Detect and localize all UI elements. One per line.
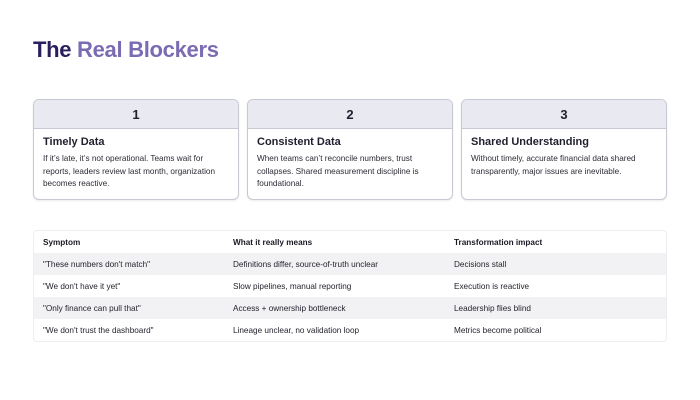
symptom-table	[33, 230, 667, 342]
column-header-impact: Transformation impact	[454, 237, 543, 247]
impact-cell: Metrics become political	[454, 325, 542, 335]
card-body: Without timely, accurate financial data shared transparently, major issues are inevitable.	[471, 154, 636, 176]
page-title-part2: Real Blockers	[77, 37, 219, 62]
impact-cell: Execution is reactive	[454, 281, 530, 291]
meaning-cell: Definitions differ, source-of-truth unclear	[233, 259, 379, 269]
column-header-meaning: What it really means	[233, 237, 313, 247]
card-body: When teams can’t reconcile numbers, trust collapses. Shared measurement discipline is foundational.	[257, 154, 419, 188]
blocker-card-3	[461, 99, 667, 200]
card-heading: Shared Understanding	[471, 136, 589, 148]
card-heading: Timely Data	[43, 136, 105, 148]
symptom-cell: "We don't have it yet"	[43, 281, 121, 291]
page-title	[33, 37, 219, 63]
column-header-symptom: Symptom	[43, 237, 81, 247]
blocker-card-1	[33, 99, 239, 200]
table-row	[34, 297, 666, 319]
impact-cell: Decisions stall	[454, 259, 507, 269]
card-number: 1	[34, 100, 238, 129]
meaning-cell: Slow pipelines, manual reporting	[233, 281, 352, 291]
table-row	[34, 319, 666, 341]
page-title-part1: The	[33, 37, 72, 62]
card-body: If it’s late, it’s not operational. Teams wait for reports, leaders review last month, organization becomes reactive.	[43, 154, 216, 188]
symptom-cell: "We don't trust the dashboard"	[43, 325, 154, 335]
meaning-cell: Access + ownership bottleneck	[233, 303, 346, 313]
card-heading: Consistent Data	[257, 136, 341, 148]
card-number: 3	[462, 100, 666, 129]
card-number: 2	[248, 100, 452, 129]
table-header-row	[34, 231, 666, 253]
meaning-cell: Lineage unclear, no validation loop	[233, 325, 360, 335]
table-row	[34, 253, 666, 275]
symptom-cell: "These numbers don't match"	[43, 259, 151, 269]
impact-cell: Leadership flies blind	[454, 303, 531, 313]
table-row	[34, 275, 666, 297]
symptom-cell: "Only finance can pull that"	[43, 303, 141, 313]
blocker-cards	[33, 99, 667, 200]
blocker-card-2	[247, 99, 453, 200]
